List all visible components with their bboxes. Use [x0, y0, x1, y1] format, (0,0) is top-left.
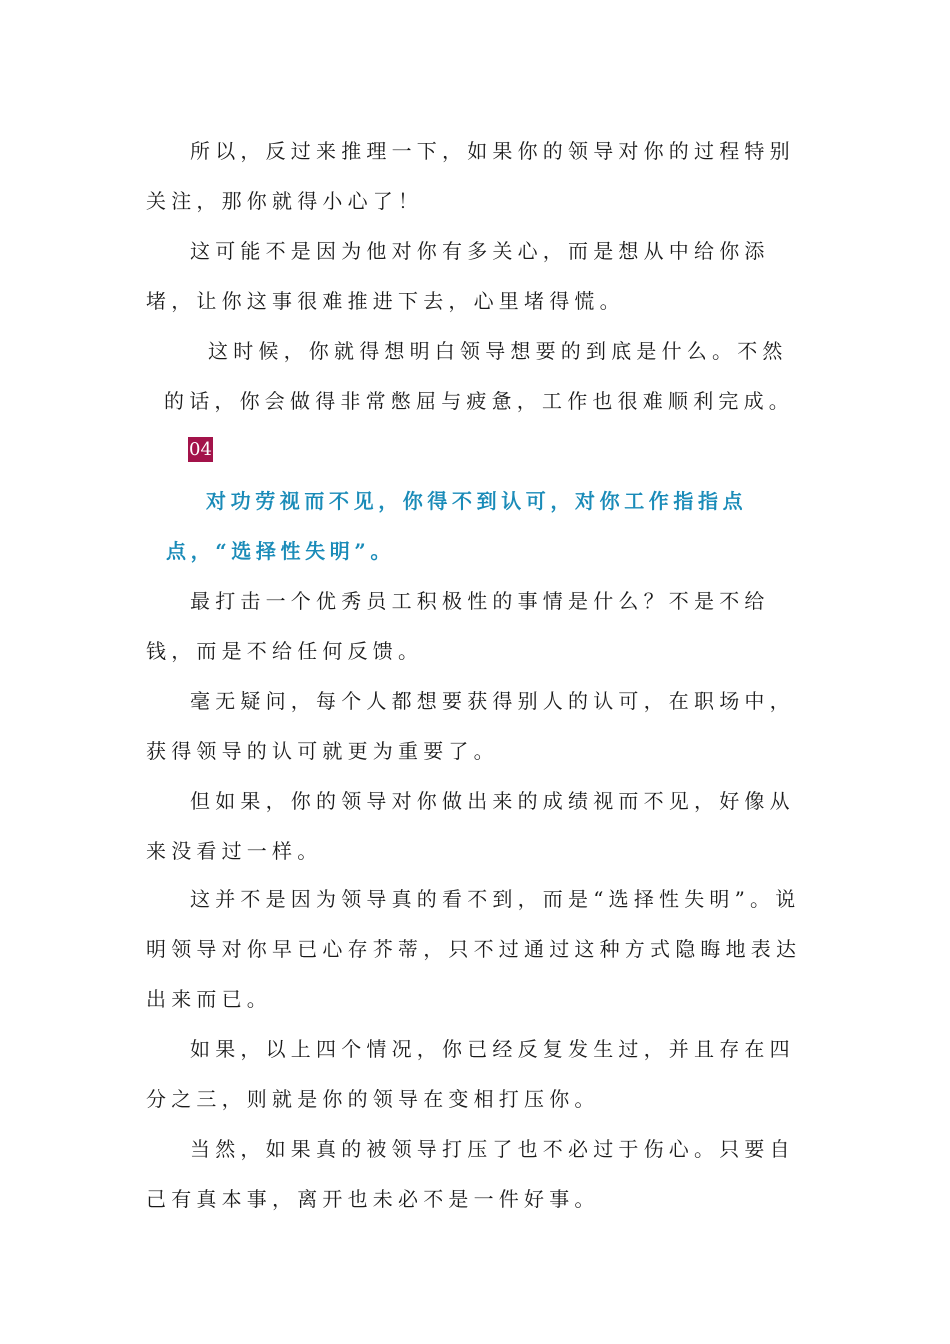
- paragraph-reverse-reasoning: 所以，反过来推理一下，如果你的领导对你的过程特别关注，那你就得小心了！: [146, 139, 795, 213]
- paragraph-not-caring: 这可能不是因为他对你有多关心，而是想从中给你添堵，让你这事很难推进下去，心里堵得慌。: [146, 239, 770, 313]
- paragraph-selective-blindness: 这并不是因为领导真的看不到，而是“选择性失明”。说明领导对你早已心存芥蒂，只不过通过这种方式隐晦地表达出来而已。: [146, 887, 802, 1011]
- paragraph-feedback: 最打击一个优秀员工积极性的事情是什么？不是不给钱，而是不给任何反馈。: [146, 589, 770, 663]
- paragraph-ignored: 但如果，你的领导对你做出来的成绩视而不见，好像从来没看过一样。: [146, 789, 795, 863]
- section-heading: 对功劳视而不见，你得不到认可，对你工作指指点点，“选择性失明”。: [166, 489, 748, 563]
- section-number-badge: 04: [189, 439, 212, 460]
- paragraph-figure-out: 这时候，你就得想明白领导想要的到底是什么。不然的话，你会做得非常憋屈与疲惫，工作也很难顺利完成。: [164, 339, 794, 413]
- paragraph-four-situations: 如果，以上四个情况，你已经反复发生过，并且存在四分之三，则就是你的领导在变相打压你。: [146, 1037, 795, 1111]
- paragraph-conclusion: 当然，如果真的被领导打压了也不必过于伤心。只要自己有真本事，离开也未必不是一件好事。: [146, 1137, 795, 1211]
- paragraph-recognition: 毫无疑问，每个人都想要获得别人的认可，在职场中，获得领导的认可就更为重要了。: [146, 689, 795, 763]
